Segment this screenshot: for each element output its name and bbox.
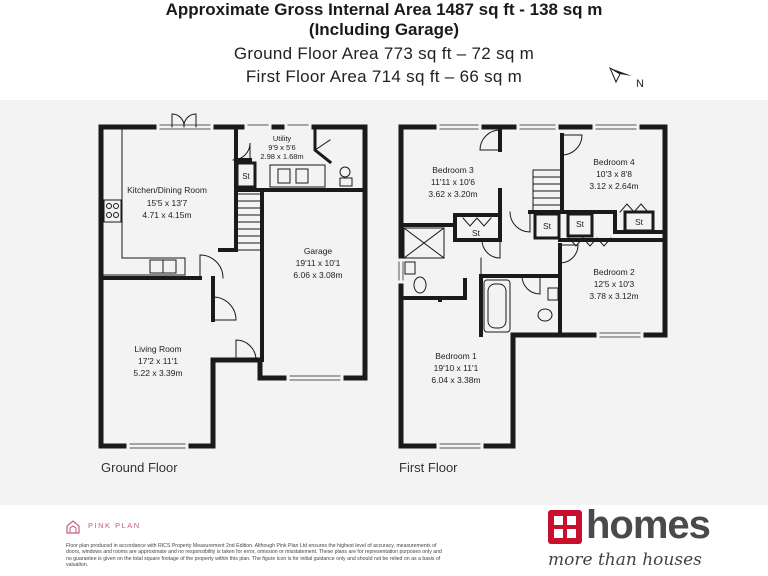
bedroom1-metric: 6.04 x 3.38m [431,375,481,385]
first-store-label-4: St [634,217,644,227]
bedroom2-name: Bedroom 2 [593,267,635,277]
garage-imperial: 19'11 x 10'1 [295,258,341,268]
living-metric: 5.22 x 3.39m [133,368,183,378]
ground-floor-area: Ground Floor Area 773 sq ft – 72 sq m [233,44,535,63]
bedroom2-imperial: 12'5 x 10'3 [593,279,635,289]
homes-logo-icon [548,510,582,544]
bedroom4-metric: 3.12 x 2.64m [589,181,639,191]
ground-floor-label: Ground Floor [101,460,178,475]
bedroom1-name: Bedroom 1 [435,351,477,361]
first-store-label-3: St [575,219,585,229]
pinkplan-name: PINK PLAN [88,521,141,530]
bedroom3-name: Bedroom 3 [432,165,474,175]
homes-tagline: more than houses [548,550,702,570]
garage-metric: 6.06 x 3.08m [293,270,343,280]
first-store-label-1: St [471,228,481,238]
disclaimer: Floor plan produced in accordance with RICS Property Measurement 2nd Edition. Although Pink Plan Ltd ensures the highest level of accuracy, measurements of doors, windows and rooms are approximate and no responsibility is taken for error, omission or misstatement. These plans are for representation purposes only and no guarantee is given on the total square footage of the property within this plan. The figure icon is for initial guidance only and should not be relied on as a basis of valuation. [66,543,442,568]
first-floor-label: First Floor [399,460,458,475]
ground-store-label: St [242,172,250,181]
homes-brand: homes [586,503,710,547]
first-store-label-2: St [542,221,552,231]
utility-name: Utility [272,134,292,143]
bedroom3-metric: 3.62 x 3.20m [428,189,478,199]
utility-metric: 2.98 x 1.68m [260,152,304,161]
title-gross-area: Approximate Gross Internal Area 1487 sq ft - 138 sq m [165,0,603,19]
ground-floor-plan [101,114,365,448]
living-imperial: 17'2 x 11'1 [138,356,178,366]
kitchen-imperial: 15'5 x 13'7 [146,198,188,208]
bedroom4-name: Bedroom 4 [593,157,635,167]
bedroom2-metric: 3.78 x 3.12m [589,291,639,301]
bedroom1-imperial: 19'10 x 11'1 [433,363,479,373]
garage-name: Garage [303,246,333,256]
utility-imperial: 9'9 x 5'6 [268,143,296,152]
bedroom3-imperial: 11'11 x 10'6 [430,177,476,187]
pinkplan-logo-icon [66,520,80,534]
title-including-garage: (Including Garage) [308,20,460,39]
north-label: N [636,78,644,90]
living-name: Living Room [134,344,182,354]
first-floor-area: First Floor Area 714 sq ft – 66 sq m [245,67,523,86]
kitchen-metric: 4.71 x 4.15m [142,210,192,220]
bedroom4-imperial: 10'3 x 8'8 [596,169,632,179]
kitchen-name: Kitchen/Dining Room [127,185,207,195]
